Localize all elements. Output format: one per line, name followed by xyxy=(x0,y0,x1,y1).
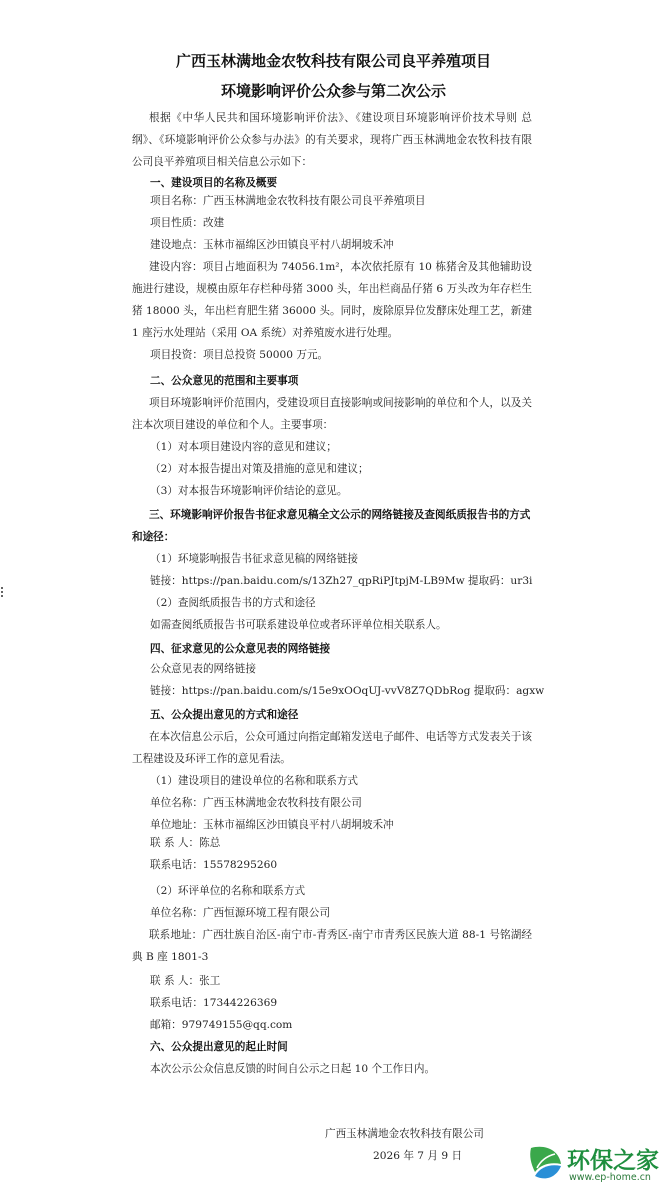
section6-text: 本次公示公众信息反馈的时间自公示之日起 10 个工作日内。 xyxy=(150,1063,436,1075)
section6-heading: 六、公众提出意见的起止时间 xyxy=(150,1041,288,1053)
report-link[interactable]: 链接：https://pan.baidu.com/s/13Zh27_qpRiPJtpjM-LB9Mw 提取码：ur3i xyxy=(150,575,533,587)
eia-unit-contact: 联 系 人：张工 xyxy=(150,975,221,987)
project-nature: 项目性质：改建 xyxy=(150,217,225,229)
section1-heading: 一、建设项目的名称及概要 xyxy=(150,177,278,189)
eia-unit-phone: 联系电话：17344226369 xyxy=(150,997,278,1009)
eia-unit-address: 联系地址：广西壮族自治区-南宁市-青秀区-南宁市青秀区民族大道 88-1 号铭湖经典 B 座 1801-3 xyxy=(132,929,532,963)
section2-item1: （1）对本项目建设内容的意见和建议； xyxy=(150,441,337,453)
watermark-name: 环保之家 xyxy=(567,1148,659,1174)
section3-text2: 如需查阅纸质报告书可联系建设单位或者环评单位相关联系人。 xyxy=(150,619,447,631)
builder-contact: 联 系 人：陈总 xyxy=(150,837,221,849)
opinion-form-link[interactable]: 链接：https://pan.baidu.com/s/15e9xOOqUJ-vvV8Z7QDbRog 提取码：agxw xyxy=(150,685,545,697)
signature-company: 广西玉林满地金农牧科技有限公司 xyxy=(325,1128,484,1140)
project-content: 建设内容：项目占地面积为 74056.1m²，本次依托原有 10 栋猪舍及其他辅助设施进行建设，规模由原年存栏种母猪 3000 头，年出栏商品仔猪 6 万头改为年存栏生猪 18000 头，年出栏育肥生猪 36000 头。同时，废除原异位发酵床处理工艺，新建 1 座污水处理站（采用 OA 系统）对养殖废水进行处理。 xyxy=(132,261,532,339)
doc-title-line2: 环境影响评价公众参与第二次公示 xyxy=(220,82,446,100)
section2-text: 项目环境影响评价范围内，受建设项目直接影响或间接影响的单位和个人，以及关注本次项目建设的单位和个人。主要事项： xyxy=(132,397,532,431)
builder-name: 单位名称：广西玉林满地金农牧科技有限公司 xyxy=(150,797,362,809)
section3-sub2: （2）查阅纸质报告书的方式和途径 xyxy=(150,597,316,609)
section2-heading: 二、公众意见的范围和主要事项 xyxy=(150,375,299,387)
doc-title-line1: 广西玉林满地金农牧科技有限公司良平养殖项目 xyxy=(175,52,491,70)
page-edge-handle[interactable] xyxy=(0,587,4,599)
project-investment: 项目投资：项目总投资 50000 万元。 xyxy=(150,349,329,361)
section2-item2: （2）对本报告提出对策及措施的意见和建议； xyxy=(150,463,369,475)
eia-unit-email[interactable]: 邮箱：979749155@qq.com xyxy=(150,1019,293,1031)
section2-item3: （3）对本报告环境影响评价结论的意见。 xyxy=(150,485,348,497)
builder-phone: 联系电话：15578295260 xyxy=(150,859,278,871)
builder-address: 单位地址：玉林市福绵区沙田镇良平村八胡垌坡禾冲 xyxy=(150,819,394,831)
eia-unit-name: 单位名称：广西恒源环境工程有限公司 xyxy=(150,907,331,919)
signature-date: 2026 年 7 月 9 日 xyxy=(373,1150,463,1162)
section5-sub1: （1）建设项目的建设单位的名称和联系方式 xyxy=(150,775,359,787)
section3-sub1: （1）环境影响报告书征求意见稿的网络链接 xyxy=(150,553,359,565)
intro-paragraph: 根据《中华人民共和国环境影响评价法》、《建设项目环境影响评价技术导则 总纲》、《环境影响评价公众参与办法》的有关要求，现将广西玉林满地金农牧科技有限公司良平养殖项目相关信息公示如下： xyxy=(132,112,532,168)
watermark-url: www.ep-home.cn xyxy=(569,1172,651,1183)
section4-text: 公众意见表的网络链接 xyxy=(150,663,256,675)
section5-heading: 五、公众提出意见的方式和途径 xyxy=(150,709,299,721)
section5-sub2: （2）环评单位的名称和联系方式 xyxy=(150,885,306,897)
watermark-logo xyxy=(527,1140,667,1188)
project-location: 建设地点：玉林市福绵区沙田镇良平村八胡垌坡禾冲 xyxy=(150,239,394,251)
section5-text: 在本次信息公示后，公众可通过向指定邮箱发送电子邮件、电话等方式发表关于该工程建设及环评工作的意见看法。 xyxy=(132,731,532,765)
project-name: 项目名称：广西玉林满地金农牧科技有限公司良平养殖项目 xyxy=(150,195,426,207)
leaf-icon xyxy=(527,1142,565,1184)
section4-heading: 四、征求意见的公众意见表的网络链接 xyxy=(150,643,331,655)
section3-heading: 三、环境影响评价报告书征求意见稿全文公示的网络链接及查阅纸质报告书的方式和途径： xyxy=(132,509,531,543)
